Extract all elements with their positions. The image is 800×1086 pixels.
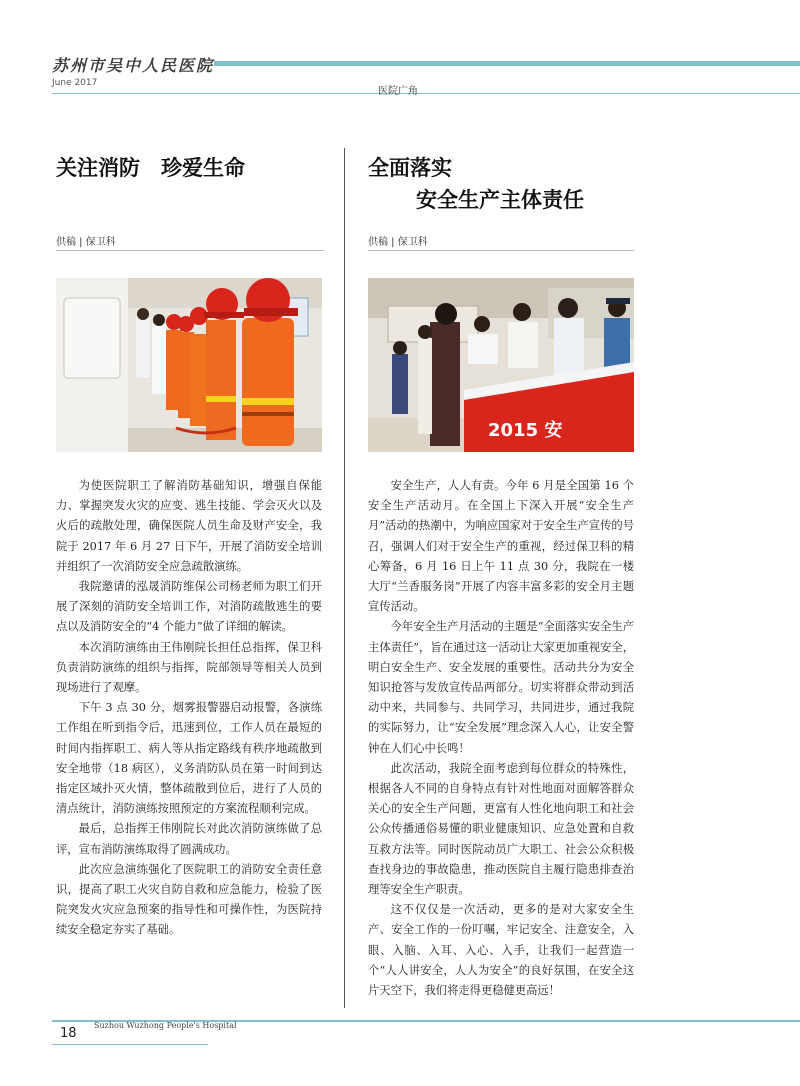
paragraph: 为使医院职工了解消防基础知识，增强自保能力、掌握突发火灾的应变、逃生技能、学会灭火以及火后的疏散处理，确保医院人员生命及财产安全，我院于 2017 年 6 月 27 日下午，开展了消防安全培训并组织了一次消防安全应急疏散演练。	[56, 479, 322, 573]
safety-month-photo	[368, 278, 634, 452]
left-article-byline: 供稿 | 保卫科	[56, 237, 116, 248]
paragraph: 下午 3 点 30 分，烟雾报警器启动报警，各演练工作组在听到指令后，迅速到位，工作人员在最短的时间内指挥职工、病人等从指定路线有秩序地疏散到安全地带（18 病区），义务消防队员在第一时间到达指定区域扑灭火情，整体疏散到位后，进行了人员的清点统计，消防演练按照预定的方案流程顺利完成。	[56, 701, 322, 816]
left-byline-rule	[56, 250, 324, 251]
footer-english-name: Suzhou Wuzhong People's Hospital	[94, 1021, 237, 1030]
right-article-title-line2: 安全生产主体责任	[416, 188, 584, 212]
fire-drill-photo	[56, 278, 322, 452]
paragraph: 这不仅仅是一次活动，更多的是对大家安全生产、安全工作的一份叮嘱，牢记安全、注意安全，入眼、入脑、入耳、入心、入手，让我们一起营造一个“人人讲安全，人人为安全”的良好氛围，在安全这片天空下，我们将走得更稳健更高远！	[368, 903, 634, 998]
header-accent-bar	[214, 61, 800, 66]
left-article-body	[56, 476, 322, 941]
section-name: 医院广角	[378, 86, 418, 97]
paragraph: 我院邀请的泓晟消防维保公司杨老师为职工们开展了深刻的消防安全培训工作，对消防疏散逃生的要点以及消防安全的“4 个能力”做了详细的解读。	[56, 580, 322, 634]
paragraph: 此次应急演练强化了医院职工的消防安全责任意识，提高了职工火灾自防自救和应急能力，检验了医院突发火灾应急预案的指导性和可操作性，为医院持续安全稳定夯实了基础。	[56, 862, 322, 937]
right-article-byline: 供稿 | 保卫科	[368, 237, 428, 248]
paragraph: 本次消防演练由王伟刚院长担任总指挥，保卫科负责消防演练的组织与指挥，院部领导等相关人员到现场进行了观摩。	[56, 640, 322, 695]
hospital-name: 苏州市吴中人民医院	[52, 56, 215, 75]
issue-date: June 2017	[52, 78, 98, 88]
right-article-title-line1: 全面落实	[368, 156, 452, 180]
header-rule	[52, 93, 800, 94]
right-byline-rule	[368, 250, 634, 251]
paragraph: 安全生产，人人有责。今年 6 月是全国第 16 个安全生产活动月。在全国上下深入开展“安全生产月”活动的热潮中，为响应国家对于安全生产宣传的号召，强调人们对于安全生产的重视，经过保卫科的精心筹备，6 月 16 日上午 11 点 30 分，我院在一楼大厅“兰香服务岗”开展了内容丰富多彩的安全月主题宣传活动。	[368, 479, 634, 614]
paragraph: 今年安全生产月活动的主题是“全面落实安全生产主体责任”，旨在通过这一活动让大家更加重视安全，明白安全生产、安全发展的重要性。活动共分为安全知识抢答与发放宣传品两部分。切实将群众带动到活动中来，共同参与、共同学习，共同进步，通过我院的实际努力，让“安全发展”理念深入人心，让安全警钟在人们心中长鸣！	[368, 620, 634, 755]
left-article-title: 关注消防 珍爱生命	[56, 156, 245, 180]
paragraph: 此次活动，我院全面考虑到每位群众的特殊性，根据各人不同的自身特点有针对性地面对面解答群众关心的安全生产问题，更富有人性化地向职工和社会公众传播通俗易懂的职业健康知识、应急处置和自救互救方法等。同时医院动员广大职工、社会公众积极查找身边的事故隐患，推动医院自主履行隐患排查治理等安全生产职责。	[368, 761, 634, 897]
page-number: 18	[60, 1026, 77, 1041]
right-article-body	[368, 476, 634, 1001]
paragraph: 最后，总指挥王伟刚院长对此次消防演练做了总评，宣布消防演练取得了圆满成功。	[56, 822, 322, 856]
column-divider	[344, 148, 345, 1008]
banner-text: 2015 安	[488, 420, 563, 441]
